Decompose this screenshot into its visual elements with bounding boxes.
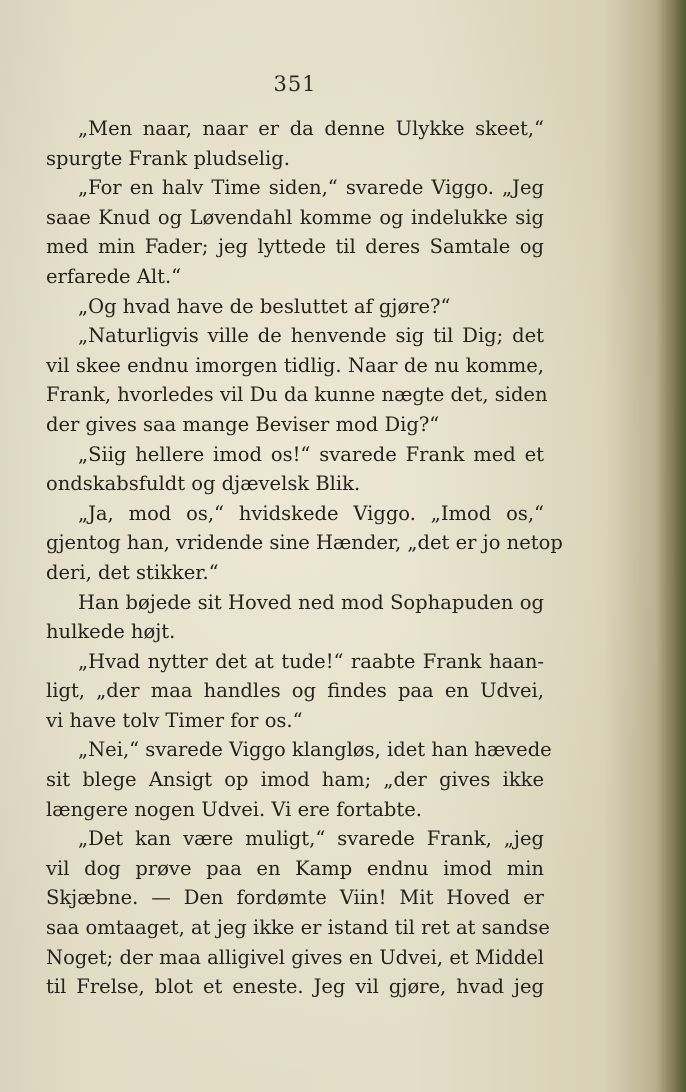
text-line: erfarede Alt.“	[46, 264, 182, 288]
text-line: til Frelse, blot et eneste. Jeg vil gjøre, hvad jeg	[46, 975, 544, 999]
text-line: Skjæbne. — Den fordømte Viin! Mit Hoved er	[46, 886, 544, 910]
text-line: „Og hvad have de besluttet af gjøre?“	[78, 294, 451, 318]
text-line: længere nogen Udvei. Vi ere fortabte.	[46, 797, 422, 821]
text-line: der gives saa mange Beviser mod Dig?“	[46, 412, 440, 436]
text-line: sit blege Ansigt op imod ham; „der gives ikke	[46, 768, 544, 792]
text-line: saa omtaaget, at jeg ikke er istand til ret at sandse	[46, 916, 550, 940]
text-line: Noget; der maa alligivel gives en Udvei, et Middel	[46, 945, 544, 969]
text-line: vi have tolv Timer for os.“	[46, 708, 303, 732]
text-line: ondskabsfuldt og djævelsk Blik.	[46, 472, 361, 496]
text-line: vil skee endnu imorgen tidlig. Naar de nu komme,	[46, 353, 544, 377]
text-line: „Siig hellere imod os!“ svarede Frank med et	[78, 442, 544, 466]
text-line: spurgte Frank pludselig.	[46, 146, 290, 170]
text-line: „Hvad nytter det at tude!“ raabte Frank haan-	[78, 649, 544, 673]
text-line: Han bøjede sit Hoved ned mod Sophapuden og	[78, 590, 544, 614]
text-line: hulkede højt.	[46, 620, 176, 644]
text-line: ligt, „der maa handles og findes paa en Udvei,	[46, 679, 544, 703]
text-body	[46, 114, 563, 1002]
text-line: „Nei,“ svarede Viggo klangløs, idet han hævede	[78, 738, 552, 762]
page-number: 351	[273, 72, 317, 96]
text-line: deri, det stikker.“	[46, 560, 219, 584]
text-line: vil dog prøve paa en Kamp endnu imod min	[46, 856, 544, 880]
text-line: „Ja, mod os,“ hvidskede Viggo. „Imod os,“	[78, 501, 544, 525]
text-line: saae Knud og Løvendahl komme og indelukke sig	[46, 205, 544, 229]
text-line: gjentog han, vridende sine Hænder, „det er jo netop	[46, 531, 563, 555]
text-line: „Det kan være muligt,“ svarede Frank, „jeg	[78, 827, 544, 851]
text-line: „For en halv Time siden,“ svarede Viggo. „Jeg	[78, 176, 544, 200]
text-line: Frank, hvorledes vil Du da kunne nægte det, siden	[46, 383, 548, 407]
text-line: „Men naar, naar er da denne Ulykke skeet,“	[78, 117, 544, 140]
text-line: „Naturligvis ville de henvende sig til Dig; det	[78, 324, 544, 348]
text-line: med min Fader; jeg lyttede til deres Samtale og	[46, 235, 544, 259]
